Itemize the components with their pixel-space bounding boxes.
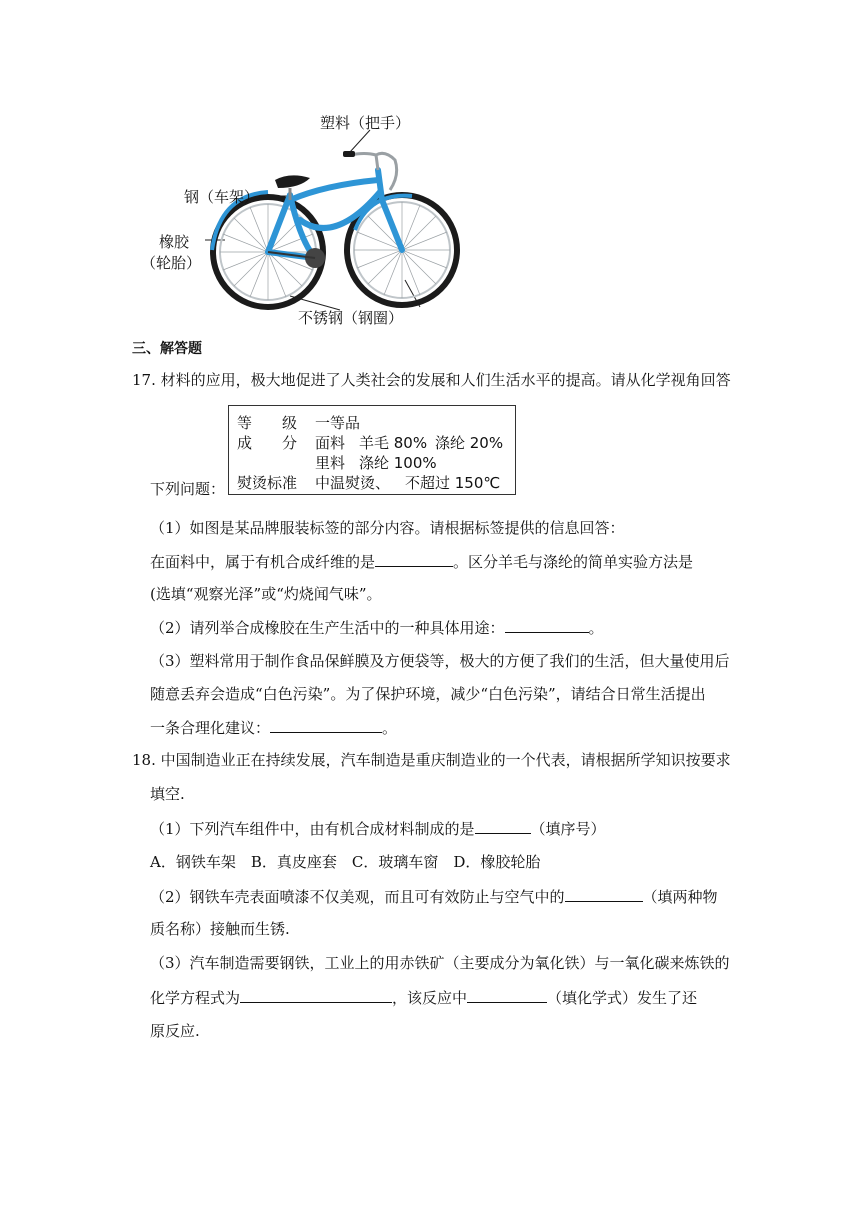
q17-part1a [150,551,693,572]
q18-options: A．钢铁车架 B．真皮座套 C．玻璃车窗 D．橡胶轮胎 [150,853,541,871]
q18-part2-line2: 质名称）接触而生锈. [150,920,290,938]
q17-part3-line3 [150,717,397,738]
q18-part3-text-c: （填化学式）发生了还 [547,989,698,1007]
label-fabric: 面料 [315,434,346,452]
label-lining: 里料 [315,454,346,472]
clothing-label-image [228,405,516,495]
q17-stem: 17. 材料的应用，极大地促进了人类社会的发展和人们生活水平的提高。请从化学视角回答 [132,371,731,389]
label-rubber-tire: （轮胎） [141,254,202,272]
q17-part1a-text-after: 。区分羊毛与涤纶的简单实验方法是 [453,553,694,571]
q17-part1b: (选填“观察光泽”或“灼烧闻气味”。 [150,585,382,603]
answer-blank[interactable] [565,886,643,902]
q18-part3-line1: （3）汽车制造需要钢铁，工业上的用赤铁矿（主要成分为氧化铁）与一氧化碳来炼铁的 [150,954,730,972]
q18-part2-text: （2）钢铁车壳表面喷漆不仅美观，而且可有效防止与空气中的 [150,888,565,906]
label-composition-key: 成 分 [237,434,298,452]
bicycle-illustration [150,100,590,330]
label-wool: 羊毛 80% [359,434,428,452]
q17-part3-line1: （3）塑料常用于制作食品保鲜膜及方便袋等，极大的方便了我们的生活，但大量使用后 [150,652,730,670]
answer-blank[interactable] [475,818,531,834]
q17-stem-end: 下列问题： [150,480,226,498]
answer-blank[interactable] [375,551,453,567]
q17-part1: （1）如图是某品牌服装标签的部分内容。请根据标签提供的信息回答： [150,519,625,537]
answer-blank[interactable] [240,987,392,1003]
q17-part1a-text: 在面料中，属于有机合成纤维的是 [150,553,376,571]
q18-part3-line2 [150,987,697,1008]
q18-part2 [150,886,718,907]
label-grade-key: 等 级 [237,414,298,432]
q18-stem-line2: 填空. [150,785,185,803]
q18-part1-text: （1）下列汽车组件中，由有机合成材料制成的是 [150,820,475,838]
label-grade-value: 一等品 [315,414,361,432]
q17-part2-text-after: 。 [588,619,604,637]
label-ironing-limit: 不超过 150℃ [405,474,501,492]
answer-blank[interactable] [467,987,547,1003]
label-steel-frame: 钢（车架） [184,188,260,206]
label-plastic-handle: 塑料（把手） [320,114,411,132]
q17-part2-text: （2）请列举合成橡胶在生产生活中的一种具体用途： [150,619,505,637]
label-stainless-rim: 不锈钢（钢圈） [298,309,404,327]
label-rubber: 橡胶 [159,233,190,251]
answer-blank[interactable] [505,617,589,633]
q17-part3-text-after: 。 [382,719,398,737]
q18-part1-text-after: （填序号） [530,820,606,838]
q18-stem-line1: 18. 中国制造业正在持续发展，汽车制造是重庆制造业的一个代表，请根据所学知识按要求 [132,751,731,769]
label-polyester: 涤纶 20% [435,434,504,452]
answer-blank[interactable] [270,717,382,733]
q17-part3-text: 一条合理化建议： [150,719,271,737]
label-ironing-key: 熨烫标准 [237,474,298,492]
q18-part3-text-b: ，该反应中 [392,989,468,1007]
q17-part3-line2: 随意丢弃会造成“白色污染”。为了保护环境，减少“白色污染”，请结合日常生活提出 [150,685,706,703]
label-ironing-value: 中温熨烫、 [315,474,391,492]
q18-part1 [150,818,606,839]
q18-part3-line3: 原反应. [150,1022,200,1040]
q17-part2 [150,617,604,638]
q18-part2-text-after: （填两种物 [642,888,718,906]
section-title: 三、解答题 [132,341,202,357]
label-lining-value: 涤纶 100% [359,454,437,472]
q18-part3-text-a: 化学方程式为 [150,989,241,1007]
